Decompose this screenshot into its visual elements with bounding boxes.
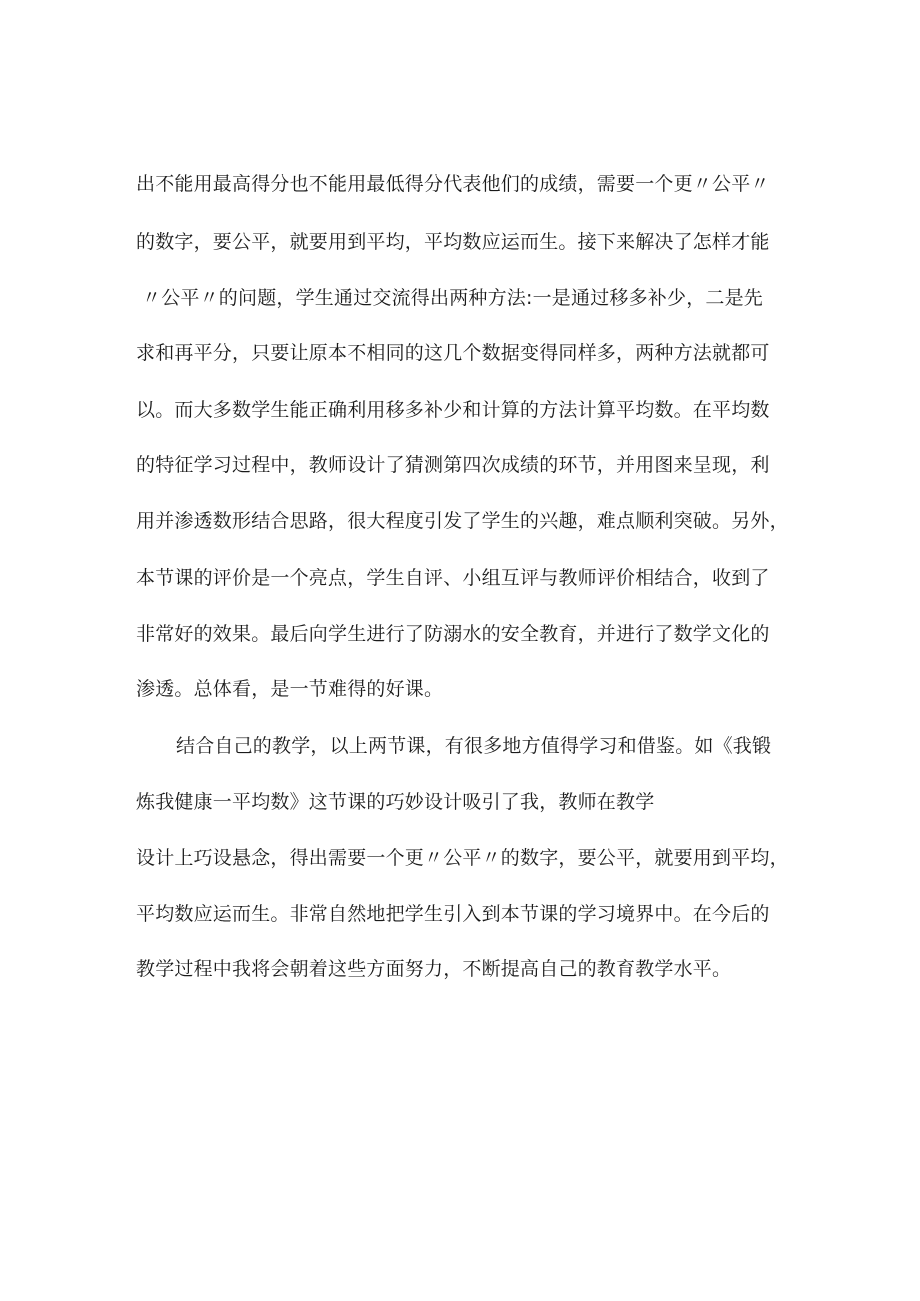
text-line: 的特征学习过程中，教师设计了猜测第四次成绩的环节，并用图来呈现，利 <box>136 454 770 476</box>
text-line: 设计上巧设悬念，得出需要一个更〃公平〃的数字，要公平，就要用到平均， <box>136 847 789 869</box>
text-line: 求和再平分，只要让原本不相同的这几个数据变得同样多，两种方法就都可 <box>136 342 770 364</box>
text-line: 〃公平〃的问题，学生通过交流得出两种方法:一是通过移多补少，二是先 <box>142 287 764 309</box>
text-line: 的数字，要公平，就要用到平均，平均数应运而生。接下来解决了怎样才能 <box>136 231 770 253</box>
text-line: 渗透。总体看，是一节难得的好课。 <box>136 678 444 700</box>
text-line: 教学过程中我将会朝着这些方面努力，不断提高自己的教育教学水平。 <box>136 958 732 980</box>
text-line: 平均数应运而生。非常自然地把学生引入到本节课的学习境界中。在今后的 <box>136 903 770 925</box>
text-line: 以。而大多数学生能正确利用移多补少和计算的方法计算平均数。在平均数 <box>136 399 770 421</box>
text-line: 用并渗透数形结合思路，很大程度引发了学生的兴趣，难点顺利突破。另外， <box>136 510 789 532</box>
text-line: 炼我健康一平均数》这节课的巧妙设计吸引了我，教师在教学 <box>136 791 655 813</box>
text-line: 本节课的评价是一个亮点，学生自评、小组互评与教师评价相结合，收到了 <box>136 567 770 589</box>
text-line: 出不能用最高得分也不能用最低得分代表他们的成绩，需要一个更〃公平〃 <box>136 173 770 195</box>
text-line: 非常好的效果。最后向学生进行了防溺水的安全教育，并进行了数学文化的 <box>136 623 770 645</box>
paragraph-start-line: 结合自己的教学，以上两节课，有很多地方值得学习和借鉴。如《我锻 <box>176 735 772 757</box>
